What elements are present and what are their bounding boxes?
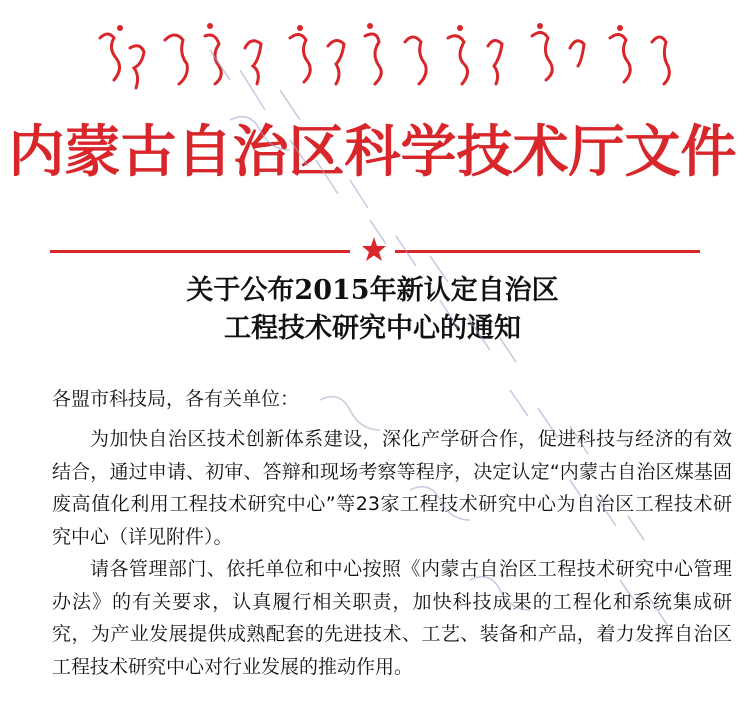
agency-document-header: 内蒙古自治区科学技术厅文件 [8, 119, 737, 185]
salutation: 各盟市科技局，各有关单位： [52, 388, 300, 410]
body-paragraph-1: 为加快自治区技术创新体系建设，深化产学研合作，促进科技与经济的有效结合，通过申请、初审、答辩和现场考察等程序，决定认定“内蒙古自治区煤基固废高值化利用工程技术研究中心”等23家工程技术研究中心为自治区工程技术研究中心（详见附件）。 [52, 428, 732, 548]
notice-title-line-2: 工程技术研究中心的通知 [224, 313, 521, 344]
divider-right-line [395, 250, 700, 253]
red-divider [50, 236, 700, 264]
body-paragraph-2: 请各管理部门、依托单位和中心按照《内蒙古自治区工程技术研究中心管理办法》的有关要求，认真履行相关职责，加快科技成果的工程化和系统集成研究，为产业发展提供成熟配套的先进技术、工艺、装备和产品，着力发挥自治区工程技术研究中心对行业发展的推动作用。 [52, 558, 732, 678]
notice-title-line-1: 关于公布2015年新认定自治区 [186, 275, 559, 306]
star-icon [361, 236, 387, 262]
mongolian-agency-name [60, 18, 685, 96]
divider-left-line [50, 250, 350, 253]
